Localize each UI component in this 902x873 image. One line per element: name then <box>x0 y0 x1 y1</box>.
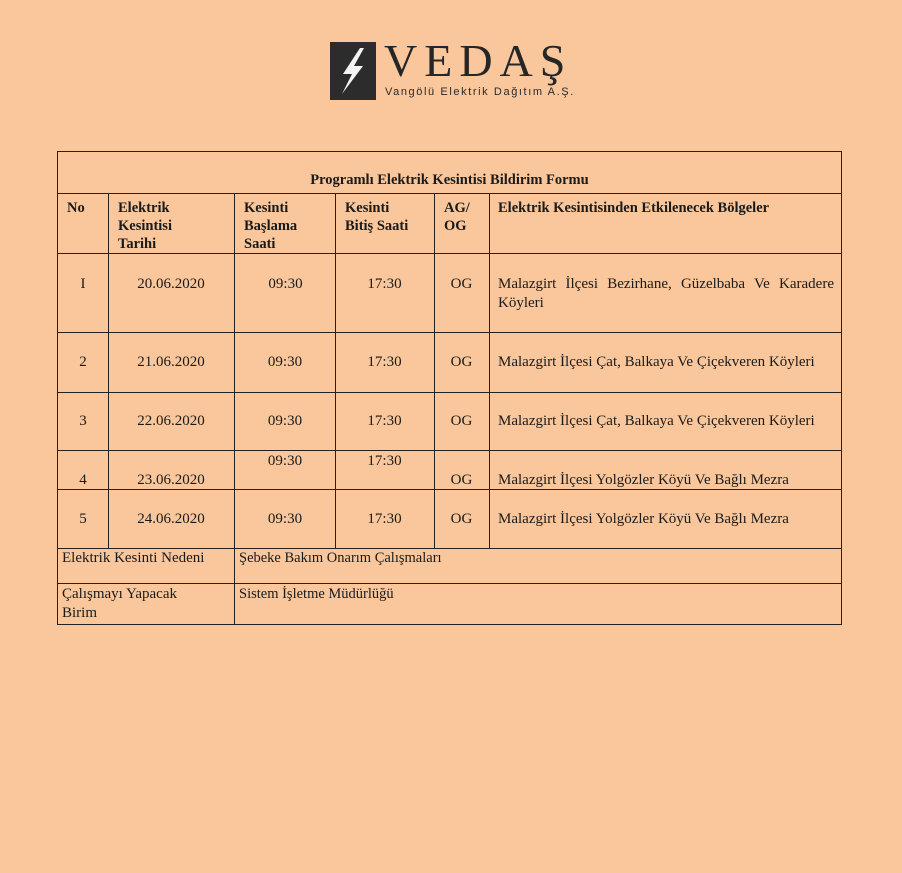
row-divider <box>58 332 841 333</box>
row-level: OG <box>450 413 473 429</box>
row-no: 4 <box>79 472 87 488</box>
row-regions: Malazgirt İlçesi Çat, Balkaya Ve Çiçekveren Köyleri <box>498 354 815 370</box>
header-start-time: Kesinti Başlama Saati <box>244 200 298 252</box>
row-divider <box>58 253 841 254</box>
row-level: OG <box>450 354 473 370</box>
row-end: 17:30 <box>367 453 402 469</box>
header-end-time: Kesinti Bitiş Saati <box>345 200 409 234</box>
row-date: 22.06.2020 <box>137 413 205 429</box>
row-date: 20.06.2020 <box>137 276 205 292</box>
row-divider <box>58 583 841 584</box>
row-level: OG <box>450 511 473 527</box>
logo-name: VEDAŞ <box>384 35 573 86</box>
row-date: 24.06.2020 <box>137 511 205 527</box>
unit-value: Sistem İşletme Müdürlüğü <box>239 586 394 602</box>
unit-label: Çalışmayı Yapacak Birim <box>62 586 177 621</box>
row-divider <box>58 392 841 393</box>
outage-form <box>57 151 842 625</box>
header-date: Elektrik Kesintisi Tarihi <box>118 200 172 252</box>
row-no: 2 <box>79 354 87 370</box>
row-start: 09:30 <box>267 511 303 527</box>
column-divider <box>234 193 235 624</box>
row-end: 17:30 <box>367 354 402 370</box>
row-start: 09:30 <box>268 276 303 292</box>
column-divider <box>489 193 490 548</box>
header-level: AG/ OG <box>444 200 470 234</box>
row-no: 3 <box>79 413 87 429</box>
row-end: 17:30 <box>367 413 402 429</box>
lightning-bolt-icon <box>330 42 376 100</box>
form-title: Programlı Elektrik Kesintisi Bildirim Formu <box>310 172 589 188</box>
reason-value: Şebeke Bakım Onarım Çalışmaları <box>239 550 442 566</box>
row-level: OG <box>450 472 473 488</box>
row-no: I <box>80 276 86 292</box>
row-end: 17:30 <box>367 276 402 292</box>
header-top-line <box>58 193 841 194</box>
row-regions: Malazgirt İlçesi Çat, Balkaya Ve Çiçekveren Köyleri <box>498 413 815 429</box>
vedas-logo <box>330 35 590 102</box>
header-regions: Elektrik Kesintisinden Etkilenecek Bölgeler <box>498 200 770 216</box>
row-start: 09:30 <box>267 354 303 370</box>
row-no: 5 <box>79 511 87 527</box>
row-date: 23.06.2020 <box>137 472 205 488</box>
row-level: OG <box>450 276 473 292</box>
row-regions: Malazgirt İlçesi Bezirhane, Güzelbaba Ve Karadere Köyleri <box>498 276 834 311</box>
reason-label: Elektrik Kesinti Nedeni <box>62 550 205 566</box>
row-date: 21.06.2020 <box>137 354 205 370</box>
row-end: 17:30 <box>367 511 402 527</box>
logo-subtitle: Vangölü Elektrik Dağıtım A.Ş. <box>385 86 575 98</box>
header-no: No <box>67 200 85 216</box>
row-start: 09:30 <box>267 453 303 469</box>
row-start: 09:30 <box>267 413 303 429</box>
row-divider <box>58 450 841 451</box>
row-regions: Malazgirt İlçesi Yolgözler Köyü Ve Bağlı Mezra <box>498 472 789 488</box>
row-regions: Malazgirt İlçesi Yolgözler Köyü Ve Bağlı Mezra <box>498 511 789 527</box>
